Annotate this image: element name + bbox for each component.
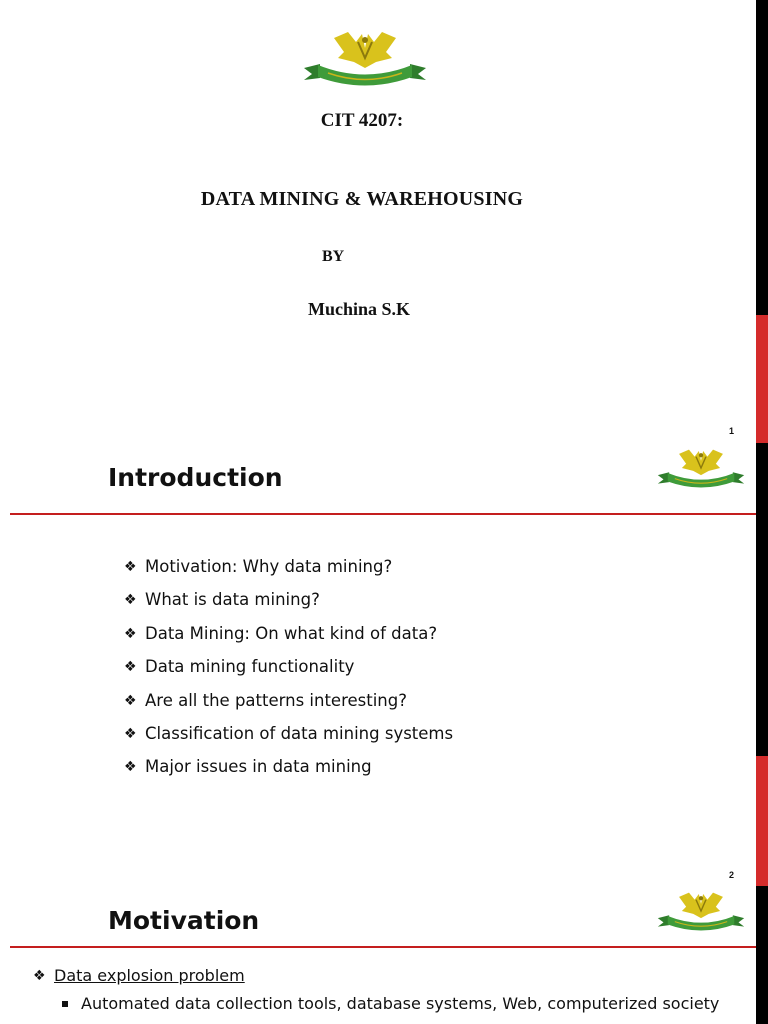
title-slide (0, 0, 768, 443)
side-strip-red (756, 315, 768, 443)
motivation-slide (0, 886, 768, 1024)
introduction-slide (0, 443, 768, 886)
diamond-bullet-icon: ❖ (124, 659, 137, 676)
side-strip-black (756, 886, 768, 1024)
heading-rule (10, 946, 756, 948)
topic-list (124, 556, 453, 790)
slide-heading: Motivation (108, 906, 260, 935)
diamond-bullet-icon: ❖ (124, 592, 137, 609)
side-strip-black (756, 443, 768, 756)
sub-list-item: Automated data collection tools, database systems, Web, computerized society (62, 993, 719, 1015)
list-item: ❖ Are all the patterns interesting? (124, 690, 407, 710)
page-number: 1 (729, 426, 735, 436)
list-item: ❖ What is data mining? (124, 590, 320, 610)
side-strip-black (756, 0, 768, 315)
list-item: ❖ Data Mining: On what kind of data? (124, 623, 438, 643)
diamond-bullet-icon: ❖ (124, 759, 137, 776)
university-crest-logo (655, 443, 747, 493)
university-crest-logo (655, 886, 747, 936)
list-item: ❖ Data explosion problem (33, 966, 245, 985)
diamond-bullet-icon: ❖ (33, 968, 46, 984)
list-item: ❖ Motivation: Why data mining? (124, 557, 393, 576)
list-item: ❖ Classification of data mining systems (124, 723, 454, 743)
slide-heading: Introduction (108, 463, 283, 492)
diamond-bullet-icon: ❖ (124, 725, 137, 742)
side-strip-red (756, 756, 768, 886)
author-name: Muchina S.K (308, 299, 411, 319)
diamond-bullet-icon: ❖ (124, 692, 137, 709)
square-bullet-icon (62, 1001, 68, 1007)
by-label: BY (322, 248, 345, 265)
list-item: ❖ Data mining functionality (124, 657, 355, 677)
course-title: DATA MINING & WAREHOUSING (200, 188, 524, 210)
list-item: ❖ Major issues in data mining (124, 757, 372, 777)
diamond-bullet-icon: ❖ (124, 559, 137, 575)
course-code: CIT 4207: (320, 110, 404, 131)
heading-rule (10, 513, 756, 515)
university-crest-logo (300, 28, 430, 88)
diamond-bullet-icon: ❖ (124, 625, 137, 642)
page-number: 2 (729, 870, 735, 880)
